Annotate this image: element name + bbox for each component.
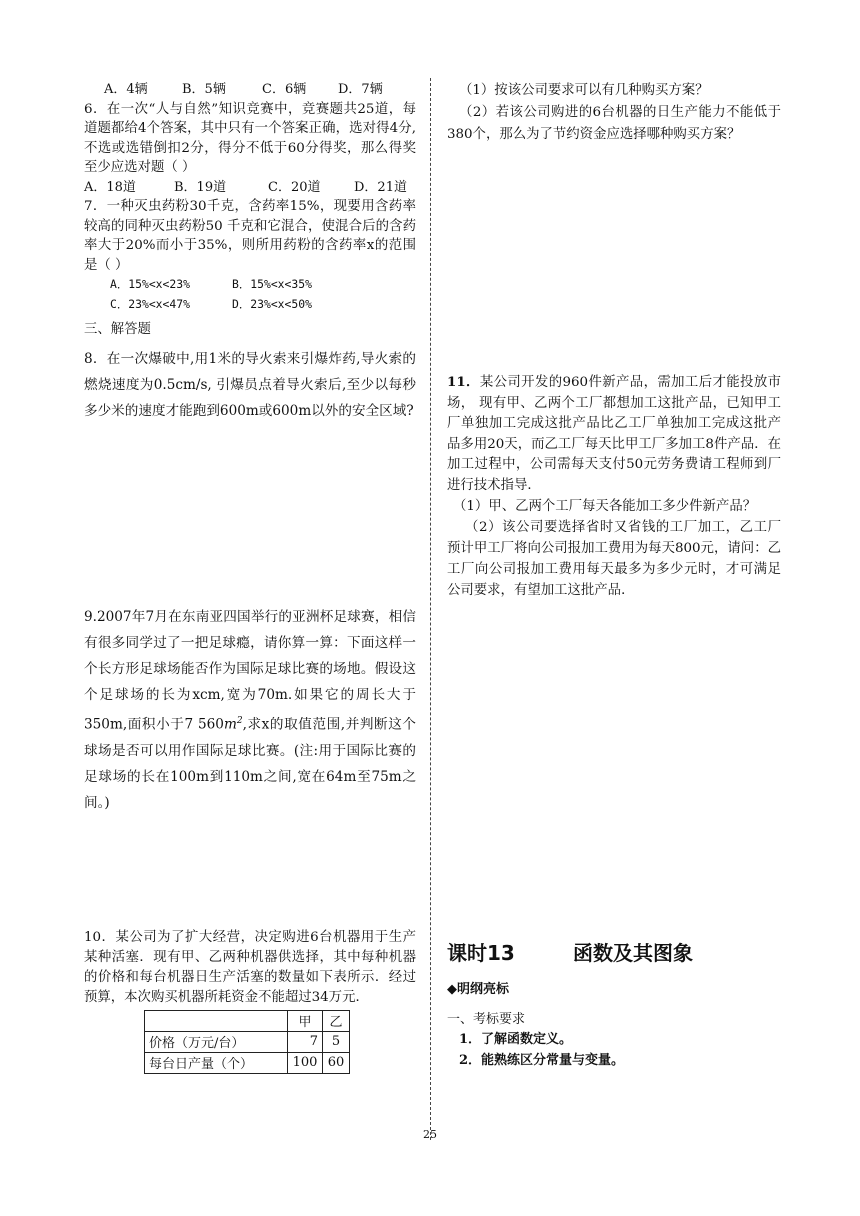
q7-option-c: C．23%<x<47% — [110, 296, 190, 311]
q6-option-c: C．20道 — [268, 179, 321, 195]
lesson-title: 函数及其图象 — [573, 941, 693, 965]
section-heading: ◆明纲亮标 — [447, 982, 509, 997]
table-cell: 价格（万元/台） — [145, 1031, 288, 1052]
right-column — [447, 80, 781, 1071]
sub-heading: 一、考标要求 — [447, 1011, 526, 1027]
table-row — [145, 1052, 350, 1073]
q6-option-d: D．21道 — [354, 179, 407, 195]
q7-option-b: B．15%<x<35% — [232, 277, 312, 291]
q6-options — [84, 178, 416, 198]
q5-option-c: C．6辆 — [262, 82, 307, 97]
q10-sub-1: （1）按该公司要求可以有几种购买方案？ — [459, 83, 709, 98]
left-column — [84, 80, 416, 1074]
q5-options — [84, 80, 416, 100]
section-3-heading: 三、解答题 — [84, 322, 151, 337]
question-8: 8．在一次爆破中,用1米的导火索来引爆炸药,导火索的燃烧速度为0.5cm/s, 引爆员点着导火索后,至少以每秒多少米的速度才能跑到600m或600m以外的安全区域? — [84, 351, 416, 419]
table-cell: 60 — [323, 1052, 350, 1073]
q11-sub-2: （2）该公司要选择省时又省钱的工厂加工，乙工厂预计甲工厂将向公司报加工费用为每天800元，请问：乙工厂向公司报加工费用每天最多为多少元时，才可满足公司要求，有望加工这批产品． — [447, 520, 781, 598]
table-cell: 100 — [288, 1052, 323, 1073]
q7-options-row2 — [84, 295, 416, 315]
question-6: 6．在一次“人与自然”知识竞赛中，竞赛题共25道，每道题都给4个答案，其中只有一个答案正确，选对得4分,不选或选错倒扣2分，得分不低于60分得奖，那么得奖至少应选对题（ ） — [84, 101, 416, 175]
lesson-number: 课时13 — [447, 941, 515, 965]
page-number: 25 — [423, 1128, 437, 1141]
column-divider — [430, 78, 431, 1140]
q6-option-b: B．19道 — [174, 179, 227, 195]
q7-option-a: A．15%<x<23% — [110, 277, 190, 291]
q11-sub-1: （1）甲、乙两个工厂每天各能加工多少件新产品？ — [453, 499, 757, 514]
question-11: 11．某公司开发的960件新产品，需加工后才能投放市场， 现有甲、乙两个工厂都想加工这批产品，已知甲工厂单独加工完成这批产品比乙工厂单独加工完成这批产品多用20天，而乙工厂每天比甲工厂多加工8件产品．在加工过程中，公司需每天支付50元劳务费请工程师到厂进行技术指导． — [447, 374, 781, 493]
table-cell: 5 — [323, 1031, 350, 1052]
lesson-heading — [447, 937, 781, 966]
q7-options-row1 — [84, 275, 416, 295]
question-10: 10．某公司为了扩大经营，决定购进6台机器用于生产某种活塞．现有甲、乙两种机器供选择，其中每种机器的价格和每台机器日生产活塞的数量如下表所示．经过预算，本次购买机器所耗资金不能超过34万元． — [84, 929, 416, 1005]
table-cell: 每台日产量（个） — [145, 1052, 288, 1073]
table-cell — [145, 1010, 288, 1031]
q7-option-d: D．23%<x<50% — [232, 296, 312, 311]
requirement-2: 2．能熟练区分常量与变量。 — [459, 1053, 625, 1068]
table-header-row — [145, 1010, 350, 1031]
answer-space-9 — [84, 816, 416, 928]
requirement-1: 1．了解函数定义。 — [459, 1032, 573, 1047]
table-cell: 乙 — [323, 1010, 350, 1031]
answer-space-8 — [84, 424, 416, 604]
answer-space-10 — [447, 146, 781, 372]
q5-option-a: A．4辆 — [104, 82, 148, 97]
q6-option-a: A．18道 — [84, 179, 136, 195]
q5-option-b: B．5辆 — [182, 82, 226, 97]
question-7: 7．一种灭虫药粉30千克，含药率15%，现要用含药率较高的同种灭虫药粉50 千克和它混合，使混合后的含药率大于20%而小于35%，则所用药粉的含药率x的范围是（ ） — [84, 199, 416, 273]
table-cell: 甲 — [288, 1010, 323, 1031]
machine-table — [144, 1010, 350, 1074]
table-cell: 7 — [288, 1031, 323, 1052]
q10-sub-2: （2）若该公司购进的6台机器的日生产能力不能低于380个，那么为了节约资金应选择哪种购买方案？ — [447, 105, 781, 142]
question-9: 9.2007年7月在东南亚四国举行的亚洲杯足球赛，相信有很多同学过了一把足球瘾，请你算一算：下面这样一个长方形足球场能否作为国际足球比赛的场地。假设这个足球场的长为xcm,宽为70m.如果它的周长大于350m,面积小于7 $560m^2$,求x的取值范围,并判断这个球场是否可以用作国际足球比赛。(注:用于国际比赛的足球场的长在100m到110m之间,宽在64m至75m之间。) — [84, 609, 416, 811]
q5-option-d: D．7辆 — [338, 82, 383, 97]
answer-space-11 — [447, 601, 781, 937]
table-row — [145, 1031, 350, 1052]
